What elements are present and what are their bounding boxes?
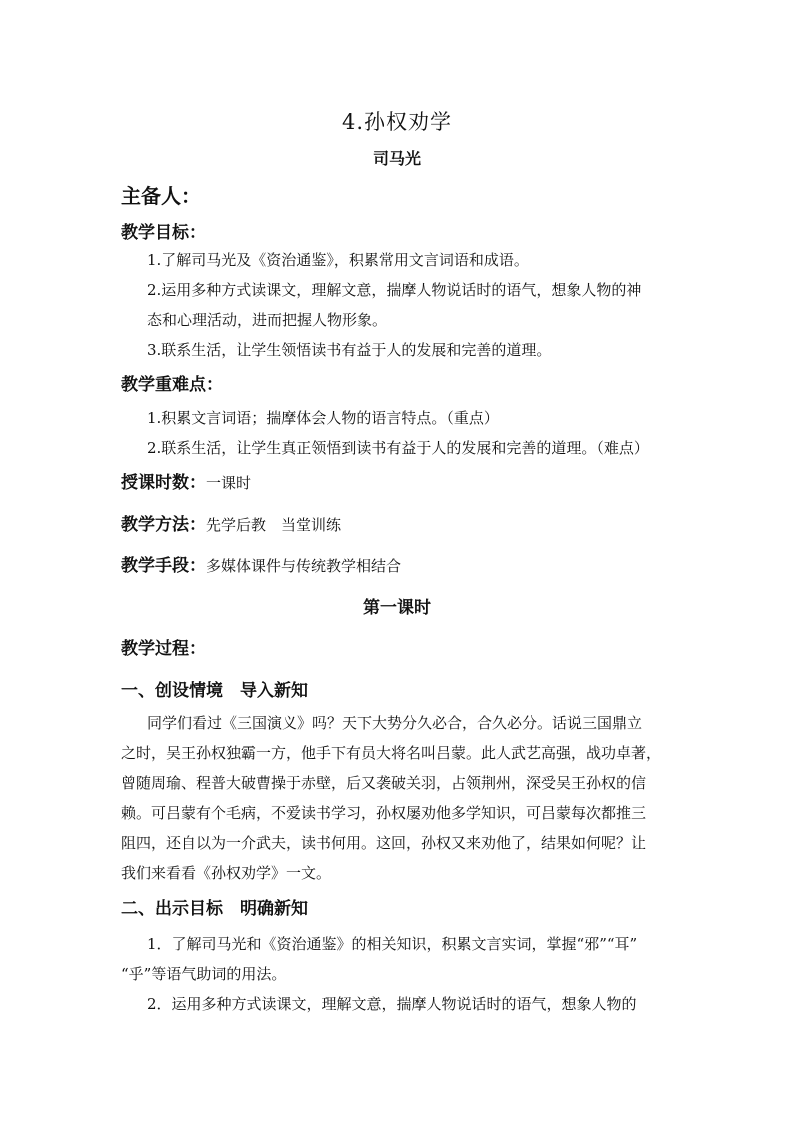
objective-line: 1.了解司马光及《资治通鉴》，积累常用文言词语和成语。 xyxy=(147,251,529,269)
means-value: 多媒体课件与传统教学相结合 xyxy=(206,557,402,575)
preparer-label: 主备人： xyxy=(121,184,201,208)
objective-line: 2.运用多种方式读课文，理解文意，揣摩人物说话时的语气，想象人物的神 xyxy=(147,281,642,299)
key-point-line: 1.积累文言词语；揣摩体会人物的语言特点。（重点） xyxy=(147,409,499,427)
lesson-title: 第一课时 xyxy=(363,598,431,618)
section2-heading: 二、出示目标 明确新知 xyxy=(121,899,308,919)
method-value: 先学后教 当堂训练 xyxy=(206,516,342,534)
author-name: 司马光 xyxy=(372,149,421,168)
hours-label: 授课时数： xyxy=(121,473,206,493)
method-label: 教学方法： xyxy=(121,515,206,535)
key-point-line: 2.联系生活，让学生真正领悟到读书有益于人的发展和完善的道理。（难点） xyxy=(147,439,649,457)
objective-line: 态和心理活动，进而把握人物形象。 xyxy=(147,311,388,329)
section1-heading: 一、创设情境 导入新知 xyxy=(121,681,308,701)
section1-line: 之时，吴王孙权独霸一方，他手下有员大将名叫吕蒙。此人武艺高强，战功卓著， xyxy=(121,744,662,762)
objectives-heading: 教学目标： xyxy=(121,223,206,243)
section2-line: “乎”等语气助词的用法。 xyxy=(121,965,287,983)
objective-line: 3.联系生活，让学生领悟读书有益于人的发展和完善的道理。 xyxy=(147,341,552,359)
means-row xyxy=(121,551,401,576)
document-title: 4.孙权劝学 xyxy=(341,110,453,134)
section2-line: 2．运用多种方式读课文，理解文意，揣摩人物说话时的语气，想象人物的 xyxy=(147,995,637,1013)
method-row xyxy=(121,510,341,535)
section1-line: 同学们看过《三国演义》吗？天下大势分久必合，合久必分。话说三国鼎立 xyxy=(147,714,643,732)
section2-line: 1．了解司马光和《资治通鉴》的相关知识，积累文言实词，掌握“邪”“耳” xyxy=(147,935,638,953)
section1-line: 阻四，还自以为一介武夫，读书何用。这回，孙权又来劝他了，结果如何呢？让 xyxy=(121,834,647,852)
means-label: 教学手段： xyxy=(121,556,206,576)
hours-value: 一课时 xyxy=(206,474,252,492)
key-points-heading: 教学重难点： xyxy=(121,375,223,395)
section1-line: 我们来看看《孙权劝学》一文。 xyxy=(121,864,332,882)
section1-line: 赖。可吕蒙有个毛病，不爱读书学习，孙权屡劝他多学知识，可吕蒙每次都推三 xyxy=(121,804,647,822)
process-heading: 教学过程： xyxy=(121,639,206,659)
section1-line: 曾随周瑜、程普大破曹操于赤壁，后又袭破关羽，占领荆州，深受吴王孙权的信 xyxy=(121,774,647,792)
hours-row xyxy=(121,468,251,493)
